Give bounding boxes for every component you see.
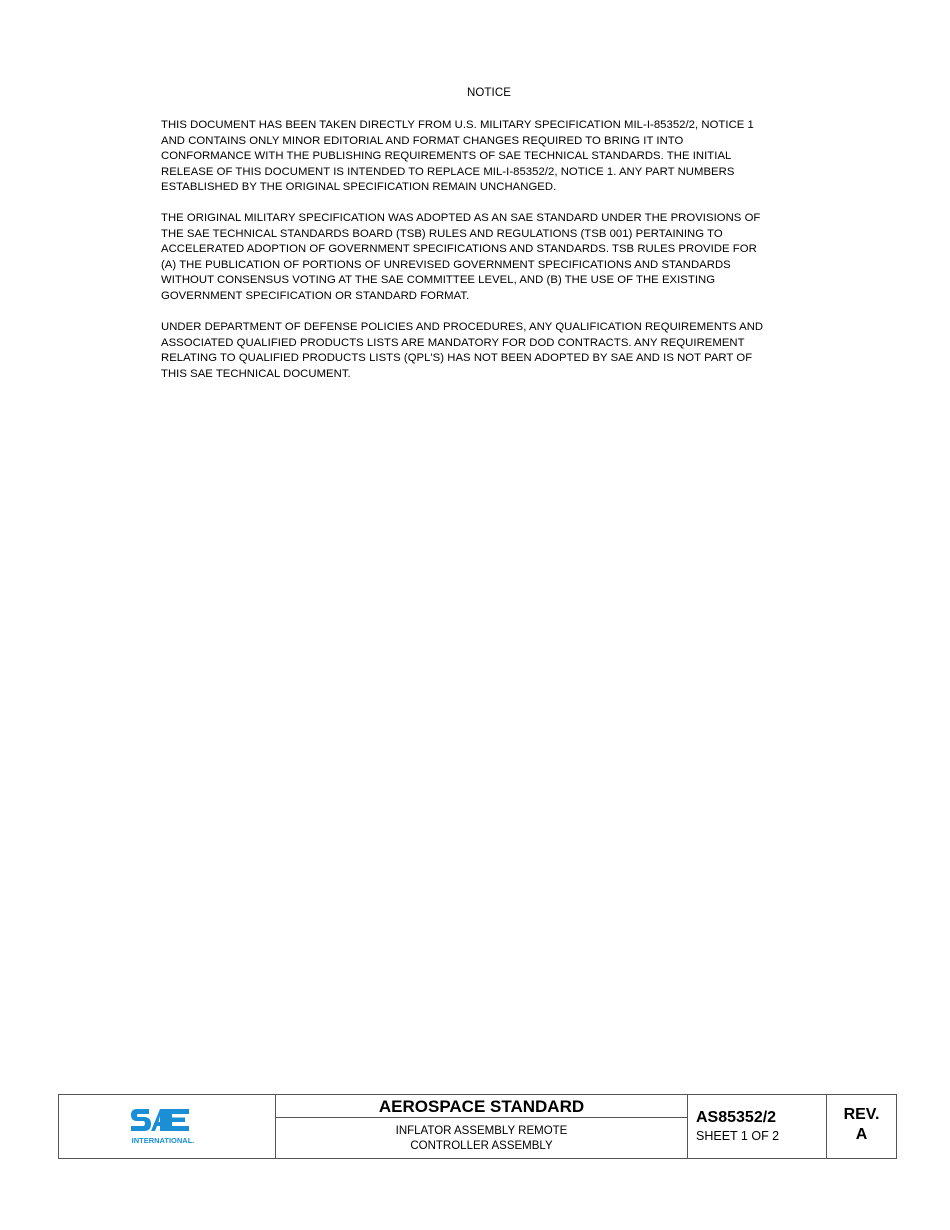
sheet-info: SHEET 1 OF 2 (696, 1129, 780, 1143)
notice-paragraph (161, 211, 821, 305)
standard-name: AEROSPACE STANDARD (276, 1096, 687, 1118)
paragraph-line: UNDER DEPARTMENT OF DEFENSE POLICIES AND PROCEDURES, ANY QUALIFICATION REQUIREMENTS AND (161, 321, 764, 333)
paragraph-line: THIS SAE TECHNICAL DOCUMENT. (161, 367, 351, 380)
notice-paragraph (161, 320, 821, 382)
logo-subtext: INTERNATIONAL. (131, 1136, 195, 1145)
document-description (276, 1124, 687, 1154)
notice-title: NOTICE (466, 87, 512, 99)
paragraph-line: CONFORMANCE WITH THE PUBLISHING REQUIREMENTS OF SAE TECHNICAL STANDARDS. THE INITIAL (161, 150, 732, 163)
paragraph-line: THE SAE TECHNICAL STANDARDS BOARD (TSB) RULES AND REGULATIONS (TSB 001) PERTAINING TO (161, 227, 723, 240)
paragraph-line: THE ORIGINAL MILITARY SPECIFICATION WAS ADOPTED AS AN SAE STANDARD UNDER THE PROVISIONS OF (161, 212, 761, 224)
paragraph-line: ACCELERATED ADOPTION OF GOVERNMENT SPECIFICATIONS AND STANDARDS. TSB RULES PROVIDE FOR (161, 243, 757, 256)
title-cell (276, 1095, 688, 1158)
notice-paragraph (161, 118, 821, 196)
paragraph-line: THIS DOCUMENT HAS BEEN TAKEN DIRECTLY FROM U.S. MILITARY SPECIFICATION MIL-I-85352/2, NOTICE 1 (161, 119, 754, 131)
revision-cell (827, 1095, 896, 1158)
number-cell (688, 1095, 827, 1158)
paragraph-line: GOVERNMENT SPECIFICATION OR STANDARD FORMAT. (161, 289, 470, 302)
document-number: AS85352/2 (696, 1109, 777, 1126)
title-block (58, 1094, 897, 1159)
paragraph-line: AND CONTAINS ONLY MINOR EDITORIAL AND FORMAT CHANGES REQUIRED TO BRING IT INTO (161, 134, 684, 147)
paragraph-line: RELEASE OF THIS DOCUMENT IS INTENDED TO REPLACE MIL-I-85352/2, NOTICE 1. ANY PART NUMBERS (161, 165, 735, 178)
logo-cell (59, 1095, 276, 1158)
sae-logo-icon (129, 1106, 195, 1150)
paragraph-line: RELATING TO QUALIFIED PRODUCTS LISTS (QPL'S) HAS NOT BEEN ADOPTED BY SAE AND IS NOT PART OF (161, 352, 753, 365)
paragraph-line: WITHOUT CONSENSUS VOTING AT THE SAE COMMITTEE LEVEL, AND (B) THE USE OF THE EXISTING (161, 274, 716, 287)
revision-label: REV. (843, 1106, 880, 1123)
paragraph-line: ASSOCIATED QUALIFIED PRODUCTS LISTS ARE MANDATORY FOR DOD CONTRACTS. ANY REQUIREMENT (161, 336, 745, 349)
description-line: INFLATOR ASSEMBLY REMOTE (395, 1125, 568, 1137)
paragraph-line: ESTABLISHED BY THE ORIGINAL SPECIFICATION REMAIN UNCHANGED. (161, 181, 557, 194)
paragraph-line: (A) THE PUBLICATION OF PORTIONS OF UNREVISED GOVERNMENT SPECIFICATIONS AND STANDARDS (161, 258, 731, 271)
revision-value: A (855, 1126, 868, 1143)
description-line: CONTROLLER ASSEMBLY (410, 1140, 553, 1152)
